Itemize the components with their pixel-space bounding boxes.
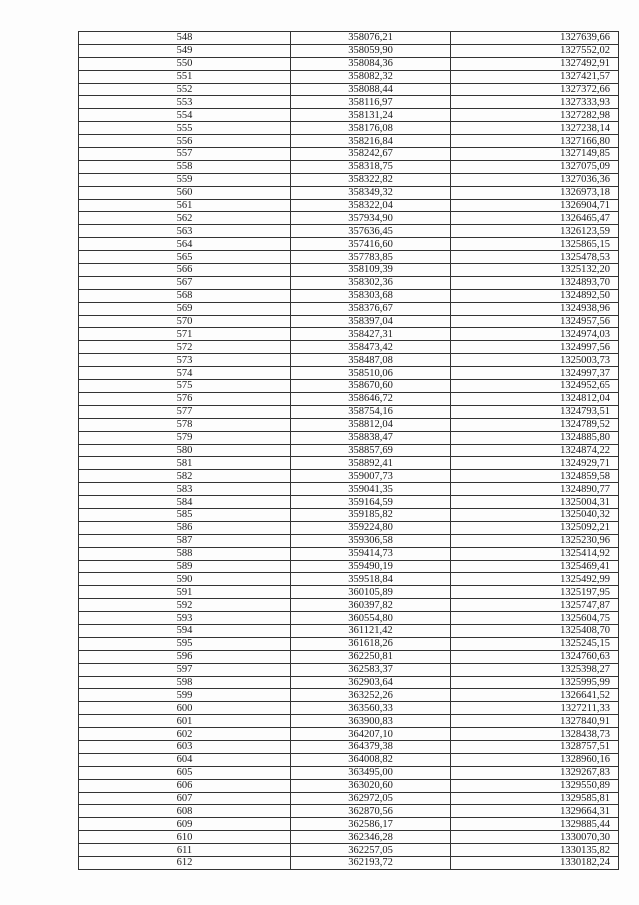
point-number-cell: 608 [79,805,291,818]
table-row [79,135,619,148]
table-row [79,225,619,238]
point-number-cell: 592 [79,599,291,612]
y-coordinate-cell: 1324812,04 [451,392,619,405]
table-row [79,302,619,315]
point-number-cell: 600 [79,702,291,715]
y-coordinate-cell: 1330182,24 [451,857,619,870]
point-number-cell: 570 [79,315,291,328]
x-coordinate-cell: 363252,26 [291,689,451,702]
point-number-cell: 562 [79,212,291,225]
x-coordinate-cell: 358302,36 [291,276,451,289]
table-row [79,508,619,521]
table-row [79,186,619,199]
point-number-cell: 586 [79,521,291,534]
table-row [79,173,619,186]
x-coordinate-cell: 358084,36 [291,57,451,70]
table-row [79,805,619,818]
x-coordinate-cell: 359185,82 [291,508,451,521]
y-coordinate-cell: 1327238,14 [451,122,619,135]
point-number-cell: 597 [79,663,291,676]
x-coordinate-cell: 364207,10 [291,728,451,741]
table-row [79,715,619,728]
table-row [79,831,619,844]
x-coordinate-cell: 364379,38 [291,740,451,753]
point-number-cell: 588 [79,547,291,560]
point-number-cell: 603 [79,740,291,753]
table-row [79,547,619,560]
table-row [79,109,619,122]
x-coordinate-cell: 358376,67 [291,302,451,315]
y-coordinate-cell: 1329267,83 [451,766,619,779]
point-number-cell: 555 [79,122,291,135]
point-number-cell: 576 [79,392,291,405]
table-row [79,740,619,753]
point-number-cell: 585 [79,508,291,521]
x-coordinate-cell: 358427,31 [291,328,451,341]
y-coordinate-cell: 1327333,93 [451,96,619,109]
point-number-cell: 610 [79,831,291,844]
x-coordinate-cell: 362583,37 [291,663,451,676]
point-number-cell: 601 [79,715,291,728]
y-coordinate-cell: 1327552,02 [451,44,619,57]
x-coordinate-cell: 358116,97 [291,96,451,109]
point-number-cell: 578 [79,418,291,431]
x-coordinate-cell: 362257,05 [291,844,451,857]
x-coordinate-cell: 358131,24 [291,109,451,122]
x-coordinate-cell: 357934,90 [291,212,451,225]
table-row [79,251,619,264]
point-number-cell: 580 [79,444,291,457]
x-coordinate-cell: 358059,90 [291,44,451,57]
y-coordinate-cell: 1324859,58 [451,470,619,483]
table-row [79,637,619,650]
table-row [79,766,619,779]
y-coordinate-cell: 1325865,15 [451,238,619,251]
point-number-cell: 611 [79,844,291,857]
table-row [79,315,619,328]
table-row [79,521,619,534]
table-row [79,857,619,870]
point-number-cell: 556 [79,135,291,148]
point-number-cell: 577 [79,405,291,418]
table-row [79,32,619,45]
point-number-cell: 596 [79,650,291,663]
y-coordinate-cell: 1327036,36 [451,173,619,186]
y-coordinate-cell: 1325040,32 [451,508,619,521]
table-row [79,392,619,405]
table-row [79,818,619,831]
table-row [79,44,619,57]
table-row [79,328,619,341]
y-coordinate-cell: 1324997,37 [451,367,619,380]
table-row [79,418,619,431]
y-coordinate-cell: 1329885,44 [451,818,619,831]
x-coordinate-cell: 358646,72 [291,392,451,405]
y-coordinate-cell: 1325092,21 [451,521,619,534]
point-number-cell: 550 [79,57,291,70]
point-number-cell: 605 [79,766,291,779]
table-row [79,676,619,689]
point-number-cell: 593 [79,612,291,625]
x-coordinate-cell: 359414,73 [291,547,451,560]
y-coordinate-cell: 1325469,41 [451,560,619,573]
x-coordinate-cell: 358242,67 [291,148,451,161]
table-row [79,238,619,251]
x-coordinate-cell: 358109,39 [291,264,451,277]
point-number-cell: 549 [79,44,291,57]
y-coordinate-cell: 1325132,20 [451,264,619,277]
y-coordinate-cell: 1327166,80 [451,135,619,148]
y-coordinate-cell: 1325414,92 [451,547,619,560]
table-row [79,367,619,380]
y-coordinate-cell: 1326123,59 [451,225,619,238]
point-number-cell: 606 [79,779,291,792]
point-number-cell: 569 [79,302,291,315]
y-coordinate-cell: 1327492,91 [451,57,619,70]
table-row [79,560,619,573]
table-row [79,96,619,109]
table-row [79,431,619,444]
x-coordinate-cell: 360397,82 [291,599,451,612]
x-coordinate-cell: 358088,44 [291,83,451,96]
point-number-cell: 574 [79,367,291,380]
y-coordinate-cell: 1324874,22 [451,444,619,457]
y-coordinate-cell: 1330070,30 [451,831,619,844]
y-coordinate-cell: 1327149,85 [451,148,619,161]
point-number-cell: 567 [79,276,291,289]
y-coordinate-cell: 1324997,56 [451,341,619,354]
x-coordinate-cell: 359306,58 [291,534,451,547]
x-coordinate-cell: 358473,42 [291,341,451,354]
point-number-cell: 604 [79,753,291,766]
y-coordinate-cell: 1324893,70 [451,276,619,289]
table-row [79,122,619,135]
x-coordinate-cell: 358838,47 [291,431,451,444]
y-coordinate-cell: 1327075,09 [451,160,619,173]
point-number-cell: 563 [79,225,291,238]
table-row [79,689,619,702]
y-coordinate-cell: 1325492,99 [451,573,619,586]
point-number-cell: 595 [79,637,291,650]
table-row [79,844,619,857]
point-number-cell: 589 [79,560,291,573]
x-coordinate-cell: 363495,00 [291,766,451,779]
x-coordinate-cell: 358176,08 [291,122,451,135]
point-number-cell: 560 [79,186,291,199]
y-coordinate-cell: 1324890,77 [451,483,619,496]
x-coordinate-cell: 361618,26 [291,637,451,650]
x-coordinate-cell: 358857,69 [291,444,451,457]
table-row [79,354,619,367]
y-coordinate-cell: 1324885,80 [451,431,619,444]
point-number-cell: 553 [79,96,291,109]
x-coordinate-cell: 358322,82 [291,173,451,186]
point-number-cell: 598 [79,676,291,689]
x-coordinate-cell: 360554,80 [291,612,451,625]
x-coordinate-cell: 360105,89 [291,586,451,599]
table-row [79,534,619,547]
table-row [79,289,619,302]
y-coordinate-cell: 1325004,31 [451,496,619,509]
x-coordinate-cell: 359224,80 [291,521,451,534]
table-row [79,483,619,496]
y-coordinate-cell: 1325003,73 [451,354,619,367]
x-coordinate-cell: 358812,04 [291,418,451,431]
x-coordinate-cell: 357636,45 [291,225,451,238]
point-number-cell: 612 [79,857,291,870]
table-row [79,612,619,625]
x-coordinate-cell: 362903,64 [291,676,451,689]
x-coordinate-cell: 358670,60 [291,380,451,393]
y-coordinate-cell: 1324957,56 [451,315,619,328]
x-coordinate-cell: 362346,28 [291,831,451,844]
x-coordinate-cell: 359518,84 [291,573,451,586]
table-row [79,212,619,225]
table-row [79,457,619,470]
y-coordinate-cell: 1325197,95 [451,586,619,599]
y-coordinate-cell: 1325398,27 [451,663,619,676]
y-coordinate-cell: 1324789,52 [451,418,619,431]
x-coordinate-cell: 358349,32 [291,186,451,199]
point-number-cell: 554 [79,109,291,122]
y-coordinate-cell: 1326973,18 [451,186,619,199]
x-coordinate-cell: 363560,33 [291,702,451,715]
point-number-cell: 557 [79,148,291,161]
table-row [79,444,619,457]
point-number-cell: 599 [79,689,291,702]
x-coordinate-cell: 358487,08 [291,354,451,367]
y-coordinate-cell: 1326465,47 [451,212,619,225]
table-row [79,470,619,483]
x-coordinate-cell: 358754,16 [291,405,451,418]
point-number-cell: 573 [79,354,291,367]
y-coordinate-cell: 1324974,03 [451,328,619,341]
point-number-cell: 566 [79,264,291,277]
y-coordinate-cell: 1326904,71 [451,199,619,212]
table-row [79,702,619,715]
table-row [79,341,619,354]
y-coordinate-cell: 1324760,63 [451,650,619,663]
point-number-cell: 602 [79,728,291,741]
point-number-cell: 548 [79,32,291,45]
point-number-cell: 575 [79,380,291,393]
x-coordinate-cell: 358397,04 [291,315,451,328]
table-row [79,199,619,212]
y-coordinate-cell: 1325604,75 [451,612,619,625]
y-coordinate-cell: 1324952,65 [451,380,619,393]
x-coordinate-cell: 359164,59 [291,496,451,509]
table-row [79,624,619,637]
point-number-cell: 594 [79,624,291,637]
point-number-cell: 559 [79,173,291,186]
point-number-cell: 551 [79,70,291,83]
table-row [79,753,619,766]
point-number-cell: 587 [79,534,291,547]
point-number-cell: 581 [79,457,291,470]
point-number-cell: 590 [79,573,291,586]
table-row [79,148,619,161]
table-row [79,573,619,586]
y-coordinate-cell: 1327421,57 [451,70,619,83]
y-coordinate-cell: 1325245,15 [451,637,619,650]
point-number-cell: 568 [79,289,291,302]
table-row [79,405,619,418]
x-coordinate-cell: 362193,72 [291,857,451,870]
table-row [79,380,619,393]
table-row [79,599,619,612]
x-coordinate-cell: 358216,84 [291,135,451,148]
y-coordinate-cell: 1324793,51 [451,405,619,418]
y-coordinate-cell: 1325478,53 [451,251,619,264]
y-coordinate-cell: 1327282,98 [451,109,619,122]
y-coordinate-cell: 1329550,89 [451,779,619,792]
x-coordinate-cell: 362586,17 [291,818,451,831]
table-row [79,650,619,663]
x-coordinate-cell: 362972,05 [291,792,451,805]
x-coordinate-cell: 361121,42 [291,624,451,637]
y-coordinate-cell: 1328960,16 [451,753,619,766]
table-row [79,728,619,741]
y-coordinate-cell: 1324929,71 [451,457,619,470]
x-coordinate-cell: 362870,56 [291,805,451,818]
x-coordinate-cell: 358076,21 [291,32,451,45]
table-row [79,496,619,509]
y-coordinate-cell: 1327211,33 [451,702,619,715]
point-number-cell: 582 [79,470,291,483]
x-coordinate-cell: 358322,04 [291,199,451,212]
y-coordinate-cell: 1327840,91 [451,715,619,728]
y-coordinate-cell: 1329664,31 [451,805,619,818]
x-coordinate-cell: 364008,82 [291,753,451,766]
point-number-cell: 591 [79,586,291,599]
table-row [79,83,619,96]
x-coordinate-cell: 357416,60 [291,238,451,251]
point-number-cell: 572 [79,341,291,354]
table-row [79,779,619,792]
x-coordinate-cell: 357783,85 [291,251,451,264]
y-coordinate-cell: 1327372,66 [451,83,619,96]
y-coordinate-cell: 1324938,96 [451,302,619,315]
table-row [79,57,619,70]
table-row [79,792,619,805]
y-coordinate-cell: 1324892,50 [451,289,619,302]
point-number-cell: 607 [79,792,291,805]
y-coordinate-cell: 1328438,73 [451,728,619,741]
table-row [79,160,619,173]
x-coordinate-cell: 359041,35 [291,483,451,496]
point-number-cell: 561 [79,199,291,212]
x-coordinate-cell: 358303,68 [291,289,451,302]
table-row [79,663,619,676]
y-coordinate-cell: 1330135,82 [451,844,619,857]
x-coordinate-cell: 358892,41 [291,457,451,470]
y-coordinate-cell: 1327639,66 [451,32,619,45]
x-coordinate-cell: 359007,73 [291,470,451,483]
x-coordinate-cell: 358082,32 [291,70,451,83]
x-coordinate-cell: 363020,60 [291,779,451,792]
y-coordinate-cell: 1326641,52 [451,689,619,702]
point-number-cell: 584 [79,496,291,509]
point-number-cell: 579 [79,431,291,444]
y-coordinate-cell: 1325408,70 [451,624,619,637]
point-number-cell: 583 [79,483,291,496]
point-number-cell: 571 [79,328,291,341]
table-row [79,586,619,599]
point-number-cell: 609 [79,818,291,831]
coordinates-table-body [79,32,619,870]
x-coordinate-cell: 362250,81 [291,650,451,663]
x-coordinate-cell: 363900,83 [291,715,451,728]
table-row [79,276,619,289]
x-coordinate-cell: 358318,75 [291,160,451,173]
point-number-cell: 564 [79,238,291,251]
coordinates-table [78,31,619,870]
y-coordinate-cell: 1325747,87 [451,599,619,612]
x-coordinate-cell: 358510,06 [291,367,451,380]
x-coordinate-cell: 359490,19 [291,560,451,573]
table-row [79,264,619,277]
y-coordinate-cell: 1325230,96 [451,534,619,547]
point-number-cell: 565 [79,251,291,264]
y-coordinate-cell: 1329585,81 [451,792,619,805]
table-row [79,70,619,83]
y-coordinate-cell: 1325995,99 [451,676,619,689]
y-coordinate-cell: 1328757,51 [451,740,619,753]
point-number-cell: 552 [79,83,291,96]
point-number-cell: 558 [79,160,291,173]
